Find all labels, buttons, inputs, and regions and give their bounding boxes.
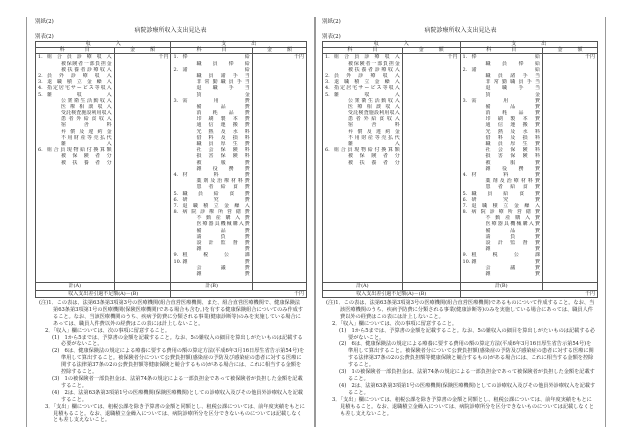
item-label: 設計監督費 [196,240,250,247]
item-label: 社会保険料 [485,147,540,154]
item-label: 雑 収 入 [334,91,400,98]
item-label: 病院診療所営繕費 [182,209,250,216]
item-label: 退職積立金繰入 [182,202,250,209]
item-label: 医療器具機械購入費 [196,221,250,228]
item-number: 6. [38,147,43,154]
item-label: 職員諸手当 [196,72,250,79]
item-label: 薬剤及治療材料費 [485,178,540,185]
item-number [187,271,196,277]
expense-subject-header: 科 目 [171,48,252,54]
item-label: 会 議 費 [485,264,540,271]
item-label: 員外診療収入 [47,72,112,79]
item-label: 被扶養者分 [61,159,112,166]
item-label: 不動産購入費 [485,215,540,222]
item-label: 非常勤職員手当 [196,79,250,86]
balance-amount: 千円 [171,290,307,297]
item-label: 被服費 [196,159,250,166]
total-row [36,283,307,290]
item-number: 2. [173,66,179,73]
expense-subject-header: 科 目 [460,48,543,54]
item-number: 7. [462,202,468,209]
income-items-line [38,160,112,166]
attachment-label: 別紙(2) [35,19,54,25]
item-label: 医療相談収入 [348,103,400,110]
item-number: 10. [173,258,182,265]
item-label: 租 税 公 課 [182,252,250,259]
note-item: 2．「収入」欄については、次の事項に留意すること。 [332,320,458,327]
expense-total-label: 計(B) [171,283,252,290]
expense-total-label: 計(B) [460,283,543,290]
income-header: 収 入 [36,42,171,48]
item-number: 3. [173,97,179,104]
item-label: 研 究 費 [182,196,250,203]
item-label: 雑 収 入 [47,91,112,98]
item-label: 職員給食費 [182,190,250,197]
item-label: 病院診療所営繕費 [471,209,540,216]
item-label: 公衆衛生活動収入 [348,97,400,104]
item-label: 非常勤職員手当 [485,79,540,86]
note-item: 2．「収入」欄については、次の事項に留意すること。 [45,327,171,334]
item-label: 賃 金 [196,91,250,98]
item-label: 諸 給 [471,66,540,73]
item-number: 10. [462,258,471,265]
item-label: 光熱及水料 [196,128,250,135]
unit-label: 千円 [447,54,458,61]
expense-items [460,54,543,283]
item-label: 雑役務費 [196,165,250,172]
item-label: 雑 費 [196,270,250,277]
income-amount-header: 金 額 [114,48,171,54]
amount-cell [543,54,598,283]
balance-amount: 千円 [460,290,598,297]
total-row [323,283,598,290]
expense-amount-header: 金 額 [543,48,598,54]
amount-cell [402,54,460,283]
income-total-amount [114,283,171,290]
item-label: 俸 給 [471,54,540,61]
item-label: 医療相談収入 [61,103,112,110]
notes-section [326,300,596,417]
balance-row [323,290,598,297]
document-page-new [315,17,606,427]
item-label: 通信運搬費 [196,122,250,129]
item-number: 6. [325,147,330,154]
table-label: 別表(2) [35,34,54,40]
item-number: 1. [173,54,179,61]
note-item: (1) 1から5までは、予算書の金額を記載すること。なお、5の雑収入の細目を算出しがたいものは記載する必要がないこと。 [339,327,595,341]
item-label: 職員俸給 [485,60,540,67]
item-number: 9. [462,252,468,259]
item-label: 職員諸手当 [485,72,540,79]
item-label: 患者給食費 [196,184,250,191]
item-label: 被保険者分 [348,153,400,160]
item-number: 5. [173,190,179,197]
amount-cell [114,54,171,283]
item-number: 4. [325,85,330,92]
item-label: 患者外給食収入 [61,116,112,123]
item-number: 2. [38,72,43,79]
item-label: 受託検査施設利用収入 [348,110,400,117]
item-label: 雑 入 [348,141,400,148]
item-number: 9. [173,252,179,259]
item-label: 不用財産等売払代 [61,134,112,141]
item-label: 消耗品費 [196,110,250,117]
table-label: 別表(2) [322,34,341,40]
item-number: 5. [325,91,330,98]
item-label: 材 料 費 [471,171,540,178]
expense-items-line [463,271,541,277]
document-title: 病院診療所収入支出見込表 [134,27,207,34]
expense-items-line [173,271,249,277]
item-label: 備品費 [196,227,250,234]
item-label: 印刷製本費 [196,116,250,123]
item-label: 組合員現物給付換算額 [47,147,112,154]
item-label: 被服費 [485,159,540,166]
item-number: 7. [173,202,179,209]
body-row [36,54,307,283]
balance-row [36,290,307,297]
expense-amount-header: 金 額 [252,48,306,54]
item-label: 設計監督費 [485,240,540,247]
income-header: 収 入 [323,42,461,48]
item-label: 需 用 費 [182,97,250,104]
item-label: 会 議 費 [196,264,250,271]
note-item: (4) 2は、法第63条第3項第1号の医療機関(保険医療機関)としての診療収入及びその他員外診療収入を記載すること。 [339,382,596,396]
item-label: 雑 費 [485,270,540,277]
item-number: 8. [173,209,179,216]
item-label: 退職積立金繰入 [334,79,400,86]
item-label: 俸 給 [182,54,250,61]
item-number: 3. [462,97,468,104]
item-label: 患者外給食収入 [348,116,400,123]
item-label: 雑 入 [61,141,112,148]
note-item: (注)1．この表は、法第63条第3項第3号の医療機関(組合直営医療機関、また、組合直営医療機関で、健康保険法第63条第3項第1号の医療機関(保険医療機関)である場合も含む。)を有する健康保険組合についてのみ作成すること。なお、当該医療機関のうち、疾病予防費に分類される事業(健康診断等)のみを実施している場合にあっては、職員人件費以外の経費はこの表には計上しないこと。 [39,300,304,327]
item-label: 備品費 [485,103,540,110]
item-label: 職員俸給 [196,60,250,67]
item-label: 損害保険料 [485,153,540,160]
item-label: 雑 費 [182,258,250,265]
amount-cell [252,54,306,283]
item-label: 印刷製本費 [485,116,540,123]
item-label: 備品費 [196,103,250,110]
item-label: 退職積立金繰入 [47,79,112,86]
item-number: 1. [325,54,330,61]
note-item: (3) 1の被保険者一部負担金は、法第74条の規定による一部負担金であって被保険者が負担した金額を記載すること。 [52,375,303,389]
body-row [323,54,598,283]
item-label: 受託検査施設利用収入 [61,110,112,117]
item-number: 4. [173,171,179,178]
note-item: (1) 1から5までは、予算書の金額を記載すること。なお、5の雑収入の細目を算出しがたいものは記載する必要がないこと。 [52,334,303,348]
expense-header: 支 出 [460,42,598,48]
item-label: 材 料 費 [182,171,250,178]
item-number: 8. [462,209,468,216]
item-label: 請負費 [485,233,540,240]
unit-label: 千円 [293,54,304,61]
balance-label: 収入支出差引過不足額(A)－(B) [36,290,171,297]
item-label: 職員厚生費 [196,141,250,148]
item-label: 弁償及違約金 [61,128,112,135]
item-number: 6. [173,196,179,203]
item-number: 5. [462,190,468,197]
item-label: 賃 金 [485,91,540,98]
income-subject-header: 科 目 [323,48,403,54]
item-label: 職員厚生費 [485,141,540,148]
item-label: 退職手当 [485,85,540,92]
attachment-label: 別紙(2) [322,19,341,25]
item-label: 組合員現物給付換算額 [334,147,400,154]
item-label: 指定居宅サービス等収入 [334,85,400,92]
unit-label: 千円 [158,54,169,61]
item-label: 借料及損料 [485,134,540,141]
item-number: 1. [38,54,43,61]
item-label: 雑 費 [471,258,540,265]
item-label: 被保険者分 [61,153,112,160]
item-label: 被保険者一部負担金 [61,60,112,67]
item-label: 医療器具機械購入費 [485,221,540,228]
note-item: (4) 2は、法第63条第3項第1号の医療機関(保険医療機関)としての診療収入及びその他員外診療収入を記載すること。 [52,389,303,403]
note-item: 3．「支出」欄については、租税公課を除き予算書の金額と同額とし、租税公課については、前年度実績をもとに見積もること。なお、退職積立金繰入については、病院診療所分を区分できないものについては記載しなくとも差し支えないこと。 [332,396,594,417]
income-total-label: 計(A) [36,283,115,290]
document-title: 病院診療所収入支出見込表 [424,27,497,34]
unit-label: 千円 [584,54,595,61]
item-label: 公衆衛生活動収入 [61,97,112,104]
item-number: 1. [462,54,468,61]
income-total-label: 計(A) [323,283,403,290]
item-number: 2. [325,72,330,79]
income-items [36,54,115,283]
income-total-amount [402,283,460,290]
item-label: 研 究 費 [471,196,540,203]
item-label: 諸 給 [182,66,250,73]
item-number [52,160,61,166]
income-expense-table [322,41,598,298]
document-page-old [26,17,315,427]
item-label: 組合員診療収入 [47,54,112,61]
item-label: 被扶養者診療収入 [348,66,400,73]
note-item: 3．「支出」欄については、租税公課を除き予算書の金額と同額とし、租税公課については、前年度実績をもとに見積もること。なお、退職積立金繰入については、病院診療所分を区分できないものについては記載しなくとも差し支えないこと。 [45,403,305,424]
item-label: 被保険者一部負担金 [348,60,400,67]
note-item: (2) 6は、健康保険法の規定による療養に要する費用の額の算定方法(平成6年3月16日厚生省告示第54号)を準用して算出すること。被保険者分について公費負担額(感染症の予防及び感染症の患者に対する医療に関する法律第37条の2の公費負担額等健康保険と競合するもの)がある場合には、これに相当する金額を控除すること。 [52,348,305,376]
item-label: 備品費 [485,227,540,234]
item-label: 損害保険料 [196,153,250,160]
item-label: 宿 舎 料 [348,122,400,129]
item-label: 員外診療収入 [334,72,400,79]
item-label: 退職手当 [196,85,250,92]
item-label: 借料及損料 [196,134,250,141]
item-label: 薬剤及治療材料費 [196,178,250,185]
expense-items [171,54,252,283]
expense-total-amount [252,283,306,290]
item-label: 被扶養者分 [348,159,400,166]
income-items-line [325,160,400,166]
item-label: 租 税 公 課 [471,252,540,259]
note-item: (2) 6は、健康保険法の規定による療養に要する費用の額の算定方法(平成6年3月16日厚生省告示第54号)を準用して算出すること。被保険者分について公費負担額(感染症の予防及び感染症の患者に対する医療に関する法律第37条の2の公費負担額等健康保険と競合するもの)がある場合には、これに相当する金額を控除すること。 [339,341,594,369]
item-label: 通信運搬費 [485,122,540,129]
item-number: 4. [38,85,43,92]
expense-total-amount [543,283,598,290]
item-label: 雑役務費 [485,165,540,172]
item-number: 6. [462,196,468,203]
item-label: 宿 舎 料 [61,122,112,129]
income-items [323,54,403,283]
item-number: 5. [38,91,43,98]
income-amount-header: 金 額 [402,48,460,54]
item-label: 雑 費 [196,246,250,253]
income-expense-table [35,41,307,298]
item-label: 光熱及水料 [485,128,540,135]
item-label: 不動産購入費 [196,215,250,222]
income-subject-header: 科 目 [36,48,115,54]
item-label: 弁償及違約金 [348,128,400,135]
item-number: 2. [462,66,468,73]
item-label: 職員給食費 [471,190,540,197]
item-label: 需 用 費 [471,97,540,104]
note-item: (注)1．この表は、法第63条第3項第3号の医療機関(組合直営医療機関)であるものについて作成すること。なお、当該医療機関のうち、疾病予防費に分類される事業(健康診断等)のみを実施している場合にあっては、職員人件費以外の経費はこの表には計上しないこと。 [326,300,595,320]
item-label: 退職積立金繰入 [471,202,540,209]
item-number: 4. [462,171,468,178]
item-label: 不用財産等売払代 [348,134,400,141]
item-number: 3. [38,79,43,86]
item-number [477,271,486,277]
balance-label: 収入支出差引過不足額(A)－(B) [323,290,461,297]
notes-section [39,300,305,424]
item-label: 雑 費 [485,246,540,253]
item-label: 組合員診療収入 [334,54,400,61]
item-label: 社会保険料 [196,147,250,154]
item-number [339,160,348,166]
item-label: 消耗品費 [485,110,540,117]
item-label: 患者給食費 [485,184,540,191]
expense-header: 支 出 [171,42,307,48]
note-item: (3) 1の被保険者一部負担金は、法第74条の規定による一部負担金であって被保険者が負担した金額を記載すること。 [339,369,595,382]
item-label: 指定居宅サービス等収入 [47,85,112,92]
item-number: 3. [325,79,330,86]
item-label: 被扶養者診療収入 [61,66,112,73]
item-label: 請負費 [196,233,250,240]
